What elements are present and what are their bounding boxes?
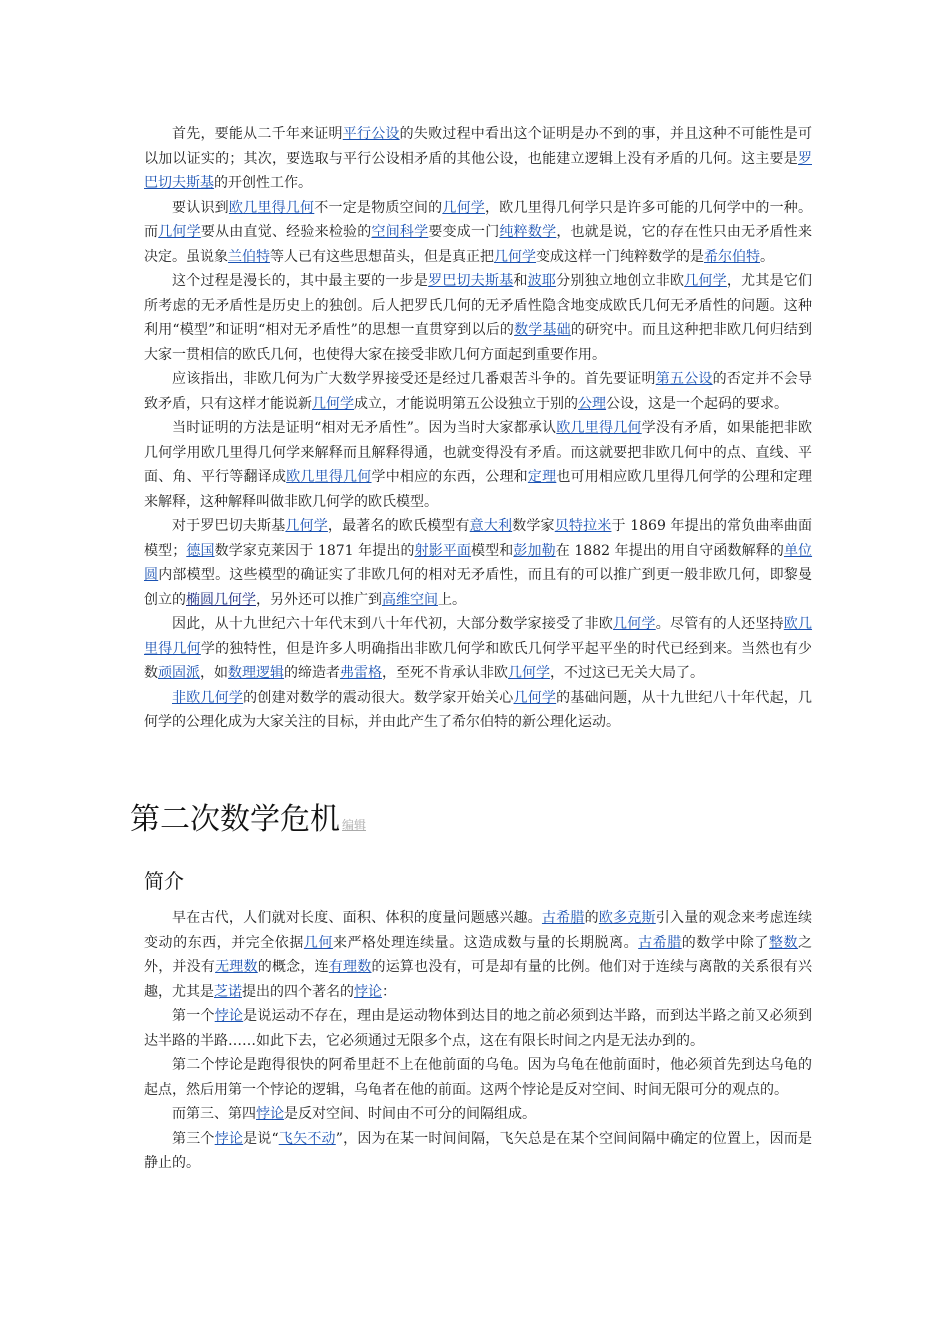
article-link[interactable]: 整数 <box>768 934 799 951</box>
paragraph-text: 的创建对数学的震动很大。数学家开始关心 <box>243 689 514 706</box>
paragraph-text: 公设，这是一个起码的要求。 <box>606 395 788 412</box>
paragraph-text: 因此，从十九世纪六十年代末到八十年代初，大部分数学家接受了非欧 <box>172 616 614 632</box>
paragraph-text: 要从由直觉、经验来检验的 <box>200 224 372 240</box>
paragraph-text: 。 <box>760 248 774 265</box>
paragraph-text: ，至死不肯承认非欧 <box>382 665 508 681</box>
paragraph <box>144 612 812 686</box>
article-link[interactable]: 兰伯特 <box>228 248 270 265</box>
paragraph-text: 引入量的观念来考虑连续变动的东西，并完全依据 <box>144 910 813 951</box>
paragraph <box>144 269 812 367</box>
paragraph-text: 和 <box>513 273 528 289</box>
article-link[interactable]: 几何学 <box>684 273 727 289</box>
paragraph-text: 学中相应的东西，公理和 <box>371 469 528 485</box>
paragraph-text: 的缔造者 <box>284 665 340 681</box>
article-link[interactable]: 数理逻辑 <box>228 665 284 681</box>
subsection-heading: 简介 <box>144 869 184 893</box>
article-link[interactable]: 罗巴切夫斯基 <box>144 150 812 191</box>
paragraph-text: 的基础问题，从十九世纪八十年代起，几何学的公理化成为大家关注的目标，并由此产生了希尔伯特的新公理化运动。 <box>144 689 813 730</box>
section-heading <box>130 800 366 845</box>
paragraph-text: 模型和 <box>471 542 514 559</box>
paragraph-text: 首先，要能从二千年来证明 <box>172 126 343 142</box>
paragraph-text: 不一定是物质空间的 <box>314 199 443 216</box>
article-link[interactable]: 欧几里得几何 <box>144 616 813 657</box>
article-link[interactable]: 椭圆几何学 <box>186 591 256 608</box>
article-link[interactable]: 波耶 <box>527 273 557 289</box>
article-link[interactable]: 罗巴切夫斯基 <box>428 273 514 289</box>
article-link[interactable]: 飞矢不动 <box>278 1130 336 1147</box>
article-link[interactable]: 几何学 <box>285 518 328 534</box>
article-link[interactable]: 意大利 <box>469 518 513 534</box>
paragraph-text: 的研究中。而且这种把非欧几何归结到大家一贯相信的欧氏几何，也使得大家在接受非欧几何方面起到重要作用。 <box>144 322 812 363</box>
article-link[interactable]: 有理数 <box>328 959 372 975</box>
section-heading-text: 第二次数学危机 <box>130 802 340 837</box>
paragraph-text: 内部模型。这些模型的确证实了非欧几何的相对无矛盾性，而且有的可以推广到更一般非欧几何，即黎曼创立的 <box>144 567 812 608</box>
paragraph-text: 的运算也没有，可是却有量的比例。他们对于连续与离散的关系很有兴趣，尤其是 <box>144 959 813 1000</box>
article-link[interactable]: 单位圆 <box>144 542 813 583</box>
edit-link[interactable]: 编辑 <box>342 818 367 832</box>
paragraph-text: 这个过程是漫长的，其中最主要的一步是 <box>172 273 429 289</box>
article-link[interactable]: 悖论 <box>214 1008 244 1024</box>
article-link[interactable]: 贝特拉米 <box>554 518 612 534</box>
paragraph-text: 上。 <box>438 591 466 608</box>
article-link[interactable]: 几何学 <box>494 248 536 265</box>
paragraph-text: 应该指出，非欧几何为广大数学界接受还是经过几番艰苦斗争的。首先要证明 <box>172 371 656 387</box>
article-link[interactable]: 悖论 <box>256 1106 284 1122</box>
paragraph-text: 数学家 <box>512 518 555 534</box>
paragraph-text: 的 <box>584 910 599 926</box>
paragraph <box>144 367 812 416</box>
paragraph <box>144 514 812 612</box>
paragraph-text: 是说运动不存在，理由是运动物体到达目的地之前必须到达半路，而到达半路之前又必须到达半路的半路……如此下去，它必须通过无限多个点，这在有限长时间之内是无法办到的。 <box>144 1008 813 1049</box>
paragraph-text: 在 1882 年提出的用自守函数解释的 <box>555 542 784 559</box>
article-link[interactable]: 无理数 <box>215 959 258 975</box>
article-link[interactable]: 平行公设 <box>342 126 400 142</box>
article-link[interactable]: 几何学 <box>613 616 656 632</box>
article-section-1 <box>144 122 812 735</box>
paragraph <box>144 906 812 1004</box>
article-link[interactable]: 欧几里得几何 <box>556 420 642 436</box>
paragraph-text: 的概念，连 <box>257 959 329 975</box>
paragraph-text: 当时证明的方法是证明“相对无矛盾性”。因为当时大家都承认 <box>172 420 557 436</box>
article-link[interactable]: 定理 <box>527 469 557 485</box>
paragraph-text: 也可用相应欧几里得几何学的公理和定理来解释，这种解释叫做非欧几何学的欧氏模型。 <box>144 469 813 510</box>
paragraph-text: ： <box>382 983 396 1000</box>
paragraph-text: 的开创性工作。 <box>214 175 312 191</box>
article-link[interactable]: 高维空间 <box>382 591 438 608</box>
article-link[interactable]: 几何学 <box>442 199 486 216</box>
paragraph-text: ，如 <box>200 665 228 681</box>
article-link[interactable]: 顽固派 <box>158 665 200 681</box>
paragraph-text: 成立，才能说明第五公设独立于别的 <box>354 395 578 412</box>
article-section-2 <box>144 906 812 1176</box>
article-link[interactable]: 欧几里得几何 <box>286 469 372 485</box>
paragraph <box>144 196 812 270</box>
paragraph-text: 数学家克莱因于 1871 年提出的 <box>214 542 415 559</box>
paragraph <box>144 1102 812 1127</box>
article-link[interactable]: 几何学 <box>312 395 354 412</box>
paragraph-text: 要认识到 <box>172 199 229 216</box>
paragraph-text: 是说“ <box>243 1130 279 1147</box>
paragraph-text: 早在古代，人们就对长度、面积、体积的度量问题感兴趣。 <box>172 910 542 926</box>
paragraph-text: 的否定并不会导致矛盾，只有这样才能说新 <box>144 371 813 412</box>
article-link[interactable]: 希尔伯特 <box>704 248 760 265</box>
article-link[interactable]: 几何学 <box>508 665 550 681</box>
paragraph-text: 分别独立地创立非欧 <box>556 273 685 289</box>
paragraph-text: ，也就是说，它的存在性只由无矛盾性来决定。虽说象 <box>144 224 813 265</box>
paragraph-text: 变成这样一门纯粹数学的是 <box>536 248 704 265</box>
article-link[interactable]: 数学基础 <box>514 322 571 338</box>
paragraph-text: 学的独特性，但是许多人明确指出非欧几何学和欧氏几何学平起平坐的时代已经到来。当然也有少数 <box>144 640 813 681</box>
paragraph <box>144 686 812 735</box>
paragraph-text: 要变成一门 <box>428 224 500 240</box>
paragraph-text: 学没有矛盾，如果能把非欧几何学用欧几里得几何学来解释而且解释得通，也就变得没有矛盾。而这就要把非欧几何中的点、直线、平面、角、平行等翻译成 <box>144 420 813 485</box>
article-link[interactable]: 德国 <box>186 542 215 559</box>
article-link[interactable]: 古希腊 <box>541 910 585 926</box>
paragraph-text: 等人已有这些思想苗头，但是真正把 <box>270 248 494 265</box>
paragraph-text: ，不过这已无关大局了。 <box>550 665 704 681</box>
paragraph-text: 提出的四个著名的 <box>242 983 354 1000</box>
article-link[interactable]: 芝诺 <box>214 983 242 1000</box>
paragraph-text: 于 1869 年提出的常负曲率曲面模型； <box>144 518 813 559</box>
paragraph <box>144 1053 812 1102</box>
paragraph-text: 来严格处理连续量。这造成数与量的长期脱离。 <box>332 934 639 951</box>
article-link[interactable]: 几何 <box>303 934 333 951</box>
paragraph-text: ”，因为在某一时间间隔，飞矢总是在某个空间间隔中确定的位置上，因而是静止的。 <box>144 1130 813 1171</box>
paragraph-text: 第三个 <box>172 1130 215 1147</box>
article-link[interactable]: 弗雷格 <box>340 665 382 681</box>
article-link[interactable]: 空间科学 <box>371 224 429 240</box>
paragraph-text: 对于罗巴切夫斯基 <box>172 518 286 534</box>
paragraph-text: 的数学中除了 <box>681 934 769 951</box>
article-link[interactable]: 非欧几何学 <box>172 689 244 706</box>
paragraph <box>144 1127 812 1176</box>
paragraph-text: 而第三、第四 <box>172 1106 256 1122</box>
paragraph-text: 。尽管有的人还坚持 <box>655 616 784 632</box>
paragraph-text: 第一个 <box>172 1008 215 1024</box>
paragraph <box>144 416 812 514</box>
paragraph-text: 之外，并没有 <box>144 934 813 975</box>
paragraph <box>144 1004 812 1053</box>
paragraph-text: 第二个悖论是跑得很快的阿希里赶不上在他前面的乌龟。因为乌龟在他前面时，他必须首先到达乌龟的起点，然后用第一个悖论的逻辑，乌龟者在他的前面。这两个悖论是反对空间、时间无限可分的观点的。 <box>144 1057 812 1098</box>
article-link[interactable]: 几何学 <box>513 689 557 706</box>
article-link[interactable]: 公理 <box>578 395 606 412</box>
article-link[interactable]: 欧多克斯 <box>598 910 656 926</box>
article-link[interactable]: 悖论 <box>214 1130 244 1147</box>
paragraph-text: ，另外还可以推广到 <box>256 591 382 608</box>
article-link[interactable]: 第五公设 <box>655 371 713 387</box>
paragraph-text: ，最著名的欧氏模型有 <box>327 518 470 534</box>
article-link[interactable]: 几何学 <box>158 224 201 240</box>
article-link[interactable]: 欧几里得几何 <box>228 199 315 216</box>
paragraph-text: 是反对空间、时间由不可分的间隔组成。 <box>284 1106 536 1122</box>
article-link[interactable]: 古希腊 <box>638 934 682 951</box>
paragraph-text: ，尤其是它们所考虑的无矛盾性是历史上的独创。后人把罗氏几何的无矛盾性隐含地变成欧氏几何无矛盾性的问题。这种利用“模型”和证明“相对无矛盾性”的思想一直贯穿到以后的 <box>144 273 813 338</box>
paragraph <box>144 122 812 196</box>
article-link[interactable]: 悖论 <box>354 983 382 1000</box>
article-link[interactable]: 射影平面 <box>414 542 472 559</box>
article-link[interactable]: 纯粹数学 <box>499 224 557 240</box>
paragraph-text: ，欧几里得几何学只是许多可能的几何学中的一种。而 <box>144 199 813 240</box>
article-link[interactable]: 彭加勒 <box>513 542 556 559</box>
paragraph-text: 的失败过程中看出这个证明是办不到的事，并且这种不可能性是可以加以证实的；其次，要选取与平行公设相矛盾的其他公设，也能建立逻辑上没有矛盾的几何。这主要是 <box>144 126 813 167</box>
